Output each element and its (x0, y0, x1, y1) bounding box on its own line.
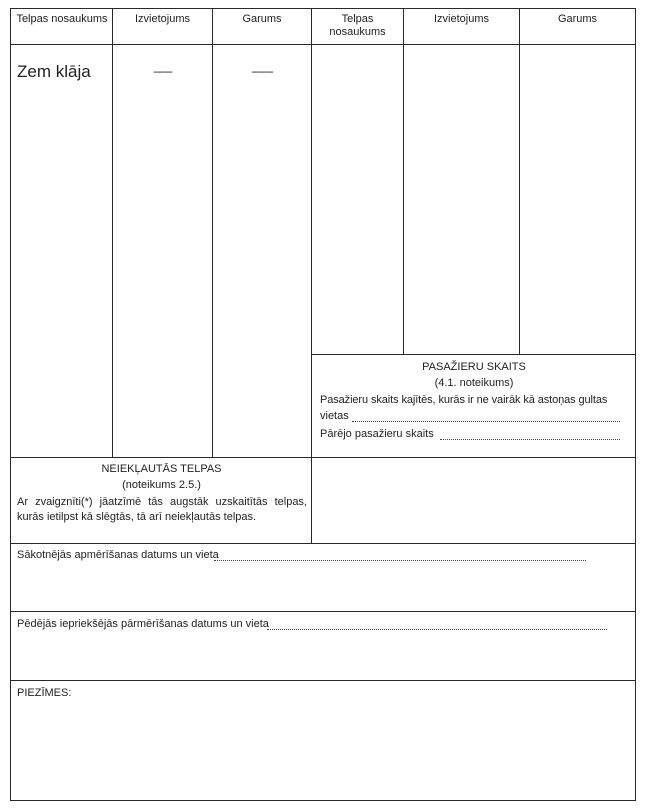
excluded-rule: (noteikums 2.5.) (122, 479, 201, 491)
last-label: Pēdējās iepriekšējās pārmērīšanas datums un vieta (17, 618, 269, 630)
entry-name: Zem klāja (17, 62, 91, 81)
initial-dots (214, 559, 586, 561)
passengers-line3: Pārējo pasažieru skaits (320, 428, 434, 440)
frame-right (635, 8, 636, 801)
frame-top (10, 8, 636, 9)
header-right-length: Garums (557, 13, 598, 25)
initial-top-line (10, 543, 636, 544)
header-left-length: Garums (242, 13, 282, 25)
passengers-top-line (311, 354, 636, 355)
notes-top-line (10, 680, 636, 681)
header-divider (10, 44, 636, 45)
col-divider-middle (311, 8, 312, 544)
excluded-title: NEIEKĻAUTĀS TELPAS (101, 463, 222, 475)
passengers-rule: (4.1. noteikums) (434, 377, 514, 389)
passengers-title: PASAŽIERU SKAITS (422, 361, 526, 373)
last-top-line (10, 611, 636, 612)
header-left-name: Telpas nosaukums (16, 13, 108, 25)
passengers-line3-dots (440, 438, 620, 440)
col-divider-5 (519, 8, 520, 355)
passengers-line1: Pasažieru skaits kajītēs, kurās ir ne vairāk kā astoņas gultas (320, 394, 608, 406)
excluded-text: Ar zvaigznīti(*) jāatzīmē tās augstāk uzskaitītās telpas, kurās ietilpst kā slēgtās, tā arī neiekļautās telpas. (17, 496, 307, 523)
notes-label: PIEZĪMES: (17, 687, 72, 699)
entry-length: -------- (251, 66, 273, 78)
last-dots (267, 628, 607, 630)
col-divider-4 (403, 8, 404, 355)
passengers-line2-dots (352, 420, 620, 422)
header-right-name: Telpas nosaukums (329, 13, 386, 38)
header-right-location: Izvietojums (433, 13, 490, 25)
header-left-location: Izvietojums (134, 13, 191, 25)
entry-location: ------- (153, 66, 172, 78)
excluded-top-line (10, 457, 636, 458)
frame-bottom (10, 800, 636, 801)
passengers-line2: vietas (320, 410, 349, 422)
initial-label: Sākotnējās apmērīšanas datums un vieta (17, 549, 219, 561)
frame-left (10, 8, 11, 801)
